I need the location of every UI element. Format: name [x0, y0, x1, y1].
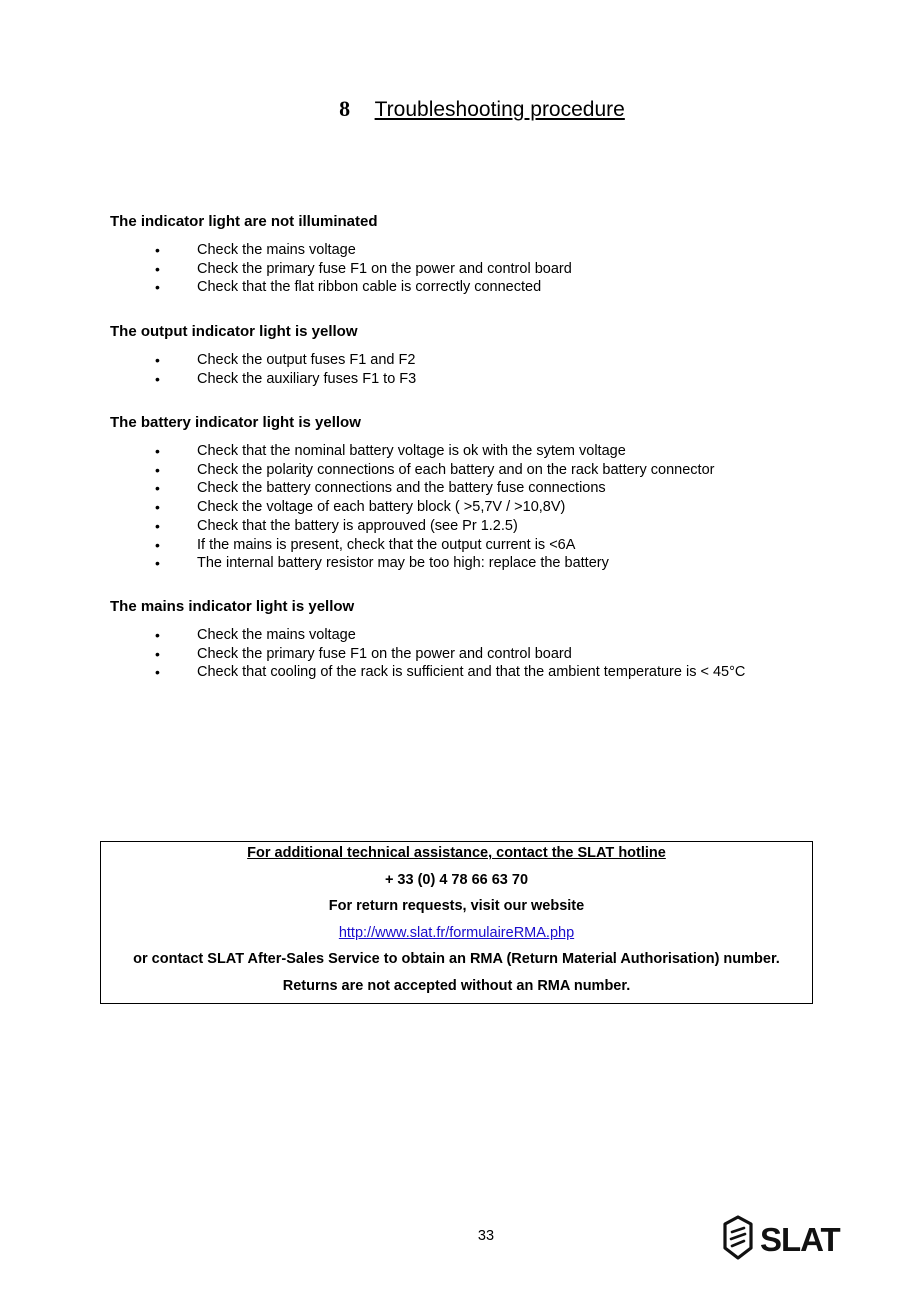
- list-item: • Check the mains voltage: [155, 627, 356, 643]
- section-heading: The indicator light are not illuminated: [110, 213, 378, 230]
- section-not-illuminated: [110, 213, 830, 297]
- slat-shield-logo-icon: [725, 1217, 751, 1258]
- check-list: [110, 626, 830, 682]
- list-item: • Check the primary fuse F1 on the power and control board: [155, 645, 572, 662]
- list-item: • Check the voltage of each battery block ( >5,7V / >10,8V): [155, 499, 566, 516]
- bullet-icon: •: [155, 260, 160, 277]
- list-item: • Check the primary fuse F1 on the power and control board: [155, 260, 572, 277]
- after-sales-text: or contact SLAT After-Sales Service to obtain an RMA (Return Material Authorisation) number.: [133, 951, 780, 967]
- hotline-text: For additional technical assistance, contact the SLAT hotline: [247, 845, 666, 861]
- bullet-icon: •: [155, 480, 160, 497]
- rma-form-link[interactable]: http://www.slat.fr/formulaireRMA.php: [338, 924, 575, 941]
- slat-logo: [722, 1214, 858, 1262]
- bullet-icon: •: [155, 242, 160, 258]
- bullet-icon: •: [155, 517, 160, 534]
- section-output-yellow: [110, 323, 830, 388]
- list-item: • Check the polarity connections of each battery and on the rack battery connector: [155, 461, 715, 478]
- bullet-icon: •: [155, 536, 160, 553]
- bullet-icon: •: [155, 664, 160, 681]
- section-heading: The mains indicator light is yellow: [110, 598, 355, 615]
- list-item: • Check that the flat ribbon cable is correctly connected: [155, 279, 542, 296]
- section-mains-yellow: [110, 598, 830, 682]
- list-item: • The internal battery resistor may be too high: replace the battery: [155, 555, 609, 572]
- rma-required-text: Returns are not accepted without an RMA number.: [282, 977, 631, 994]
- section-heading: The battery indicator light is yellow: [110, 414, 361, 431]
- check-list: [110, 351, 830, 388]
- contact-box: [100, 841, 813, 1004]
- bullet-icon: •: [155, 443, 160, 459]
- chapter-number: 8: [339, 96, 351, 121]
- chapter-title: [0, 96, 920, 122]
- list-item: • Check the auxiliary fuses F1 to F3: [155, 370, 417, 387]
- bullet-icon: •: [155, 555, 160, 572]
- check-list: [110, 241, 830, 297]
- bullet-icon: •: [155, 461, 160, 478]
- phone-number: + 33 (0) 4 78 66 63 70: [384, 871, 529, 888]
- page-number: 33: [477, 1228, 495, 1244]
- return-requests-text: For return requests, visit our website: [328, 898, 585, 914]
- section-battery-yellow: [110, 414, 830, 573]
- section-heading: The output indicator light is yellow: [110, 323, 358, 340]
- list-item: • Check the output fuses F1 and F2: [155, 352, 416, 368]
- list-item: • Check the battery connections and the battery fuse connections: [155, 480, 606, 497]
- list-item: • Check the mains voltage: [155, 242, 356, 258]
- list-item: • Check that the nominal battery voltage is ok with the sytem voltage: [155, 443, 626, 459]
- bullet-icon: •: [155, 645, 160, 662]
- bullet-icon: •: [155, 499, 160, 516]
- list-item: • Check that cooling of the rack is sufficient and that the ambient temperature is < 45°C: [155, 664, 746, 681]
- bullet-icon: •: [155, 352, 160, 368]
- bullet-icon: •: [155, 279, 160, 296]
- check-list: [110, 442, 830, 573]
- bullet-icon: •: [155, 627, 160, 643]
- chapter-heading: Troubleshooting procedure: [374, 98, 625, 121]
- logo-text: SLAT: [760, 1221, 840, 1258]
- list-item: • If the mains is present, check that the output current is <6A: [155, 536, 576, 553]
- bullet-icon: •: [155, 370, 160, 387]
- list-item: • Check that the battery is approuved (see Pr 1.2.5): [155, 517, 518, 534]
